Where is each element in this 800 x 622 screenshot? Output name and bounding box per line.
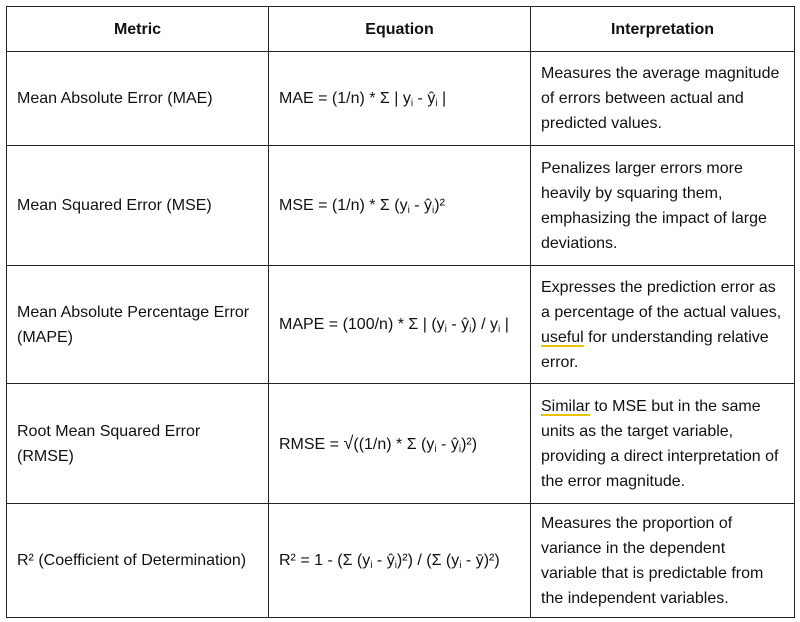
- eq-sub: i: [458, 443, 462, 455]
- interpretation-cell: [531, 266, 795, 384]
- eq-part: )²: [434, 197, 445, 214]
- metric-cell: Mean Absolute Error (MAE): [7, 52, 269, 146]
- eq-part: MSE = (1/n) * Σ (y: [279, 197, 408, 214]
- interp-text: Measures the average magnitude of errors between actual and predicted values.: [541, 65, 780, 132]
- eq-sub: i: [498, 324, 501, 335]
- interp-text: for understanding relative error.: [541, 328, 769, 371]
- eq-sub: i: [407, 205, 410, 216]
- eq-part: - ŷ: [409, 197, 433, 214]
- table-row: [7, 266, 795, 384]
- eq-part: - ŷ: [413, 90, 436, 107]
- header-equation: Equation: [269, 7, 531, 52]
- square-root-icon: √: [343, 432, 354, 453]
- header-interpretation: Interpretation: [531, 7, 795, 52]
- equation-cell: [269, 52, 531, 146]
- metric-cell: R² (Coefficient of Determination): [7, 504, 269, 618]
- metrics-table-container: [6, 6, 794, 616]
- eq-sub: i: [370, 560, 373, 571]
- eq-part: - ȳ)²): [461, 552, 500, 569]
- eq-part: ) / y: [471, 316, 499, 333]
- interpretation-cell: [531, 52, 795, 146]
- eq-part: R² = 1 - (Σ (y: [279, 552, 371, 569]
- eq-sub: i: [469, 324, 472, 335]
- eq-part: )²): [461, 435, 478, 453]
- eq-sub: i: [394, 560, 397, 571]
- eq-part: MAE = (1/n) * Σ | y: [279, 90, 411, 107]
- interp-text: to MSE but in the same units as the target variable, providing a direct interpretation of the error magnitude.: [541, 397, 779, 490]
- spellcheck-underlined-word: useful: [541, 328, 584, 346]
- metric-cell: Root Mean Squared Error (RMSE): [7, 384, 269, 504]
- eq-part: - ŷ: [436, 435, 459, 453]
- eq-sub: i: [434, 443, 437, 455]
- metric-cell: Mean Squared Error (MSE): [7, 146, 269, 266]
- eq-sub: i: [444, 324, 447, 335]
- eq-part: RMSE =: [279, 435, 344, 453]
- interp-text: Expresses the prediction error as a percentage of the actual values,: [541, 278, 782, 321]
- eq-part: - ŷ: [446, 316, 470, 333]
- interpretation-cell: [531, 384, 795, 504]
- spellcheck-underlined-word: Similar: [541, 397, 590, 415]
- eq-sub: i: [432, 205, 435, 216]
- equation-cell: [269, 384, 531, 504]
- table-row: [7, 146, 795, 266]
- eq-sub: i: [459, 560, 462, 571]
- interpretation-cell: [531, 504, 795, 618]
- interpretation-cell: [531, 146, 795, 266]
- table-row: [7, 384, 795, 504]
- header-metric: Metric: [7, 7, 269, 52]
- table-row: [7, 52, 795, 146]
- header-row: [7, 7, 795, 52]
- equation-cell: [269, 146, 531, 266]
- eq-part: )²) / (Σ (y: [396, 552, 460, 569]
- eq-part: MAPE = (100/n) * Σ | (y: [279, 316, 445, 333]
- eq-part: - ŷ: [372, 552, 395, 569]
- eq-sub: i: [435, 98, 438, 109]
- metric-cell: Mean Absolute Percentage Error (MAPE): [7, 266, 269, 384]
- table-row: [7, 504, 795, 618]
- eq-part: |: [500, 316, 509, 333]
- eq-part: |: [437, 90, 447, 107]
- interp-text: Penalizes larger errors more heavily by squaring them, emphasizing the impact of large deviations.: [541, 159, 767, 252]
- interp-text: Measures the proportion of variance in the dependent variable that is predictable from the independent variables.: [541, 514, 764, 607]
- eq-part: ((1/n) * Σ (y: [353, 435, 435, 453]
- equation-cell: [269, 504, 531, 618]
- eq-sub: i: [410, 98, 414, 109]
- equation-cell: [269, 266, 531, 384]
- metrics-table: [6, 6, 795, 618]
